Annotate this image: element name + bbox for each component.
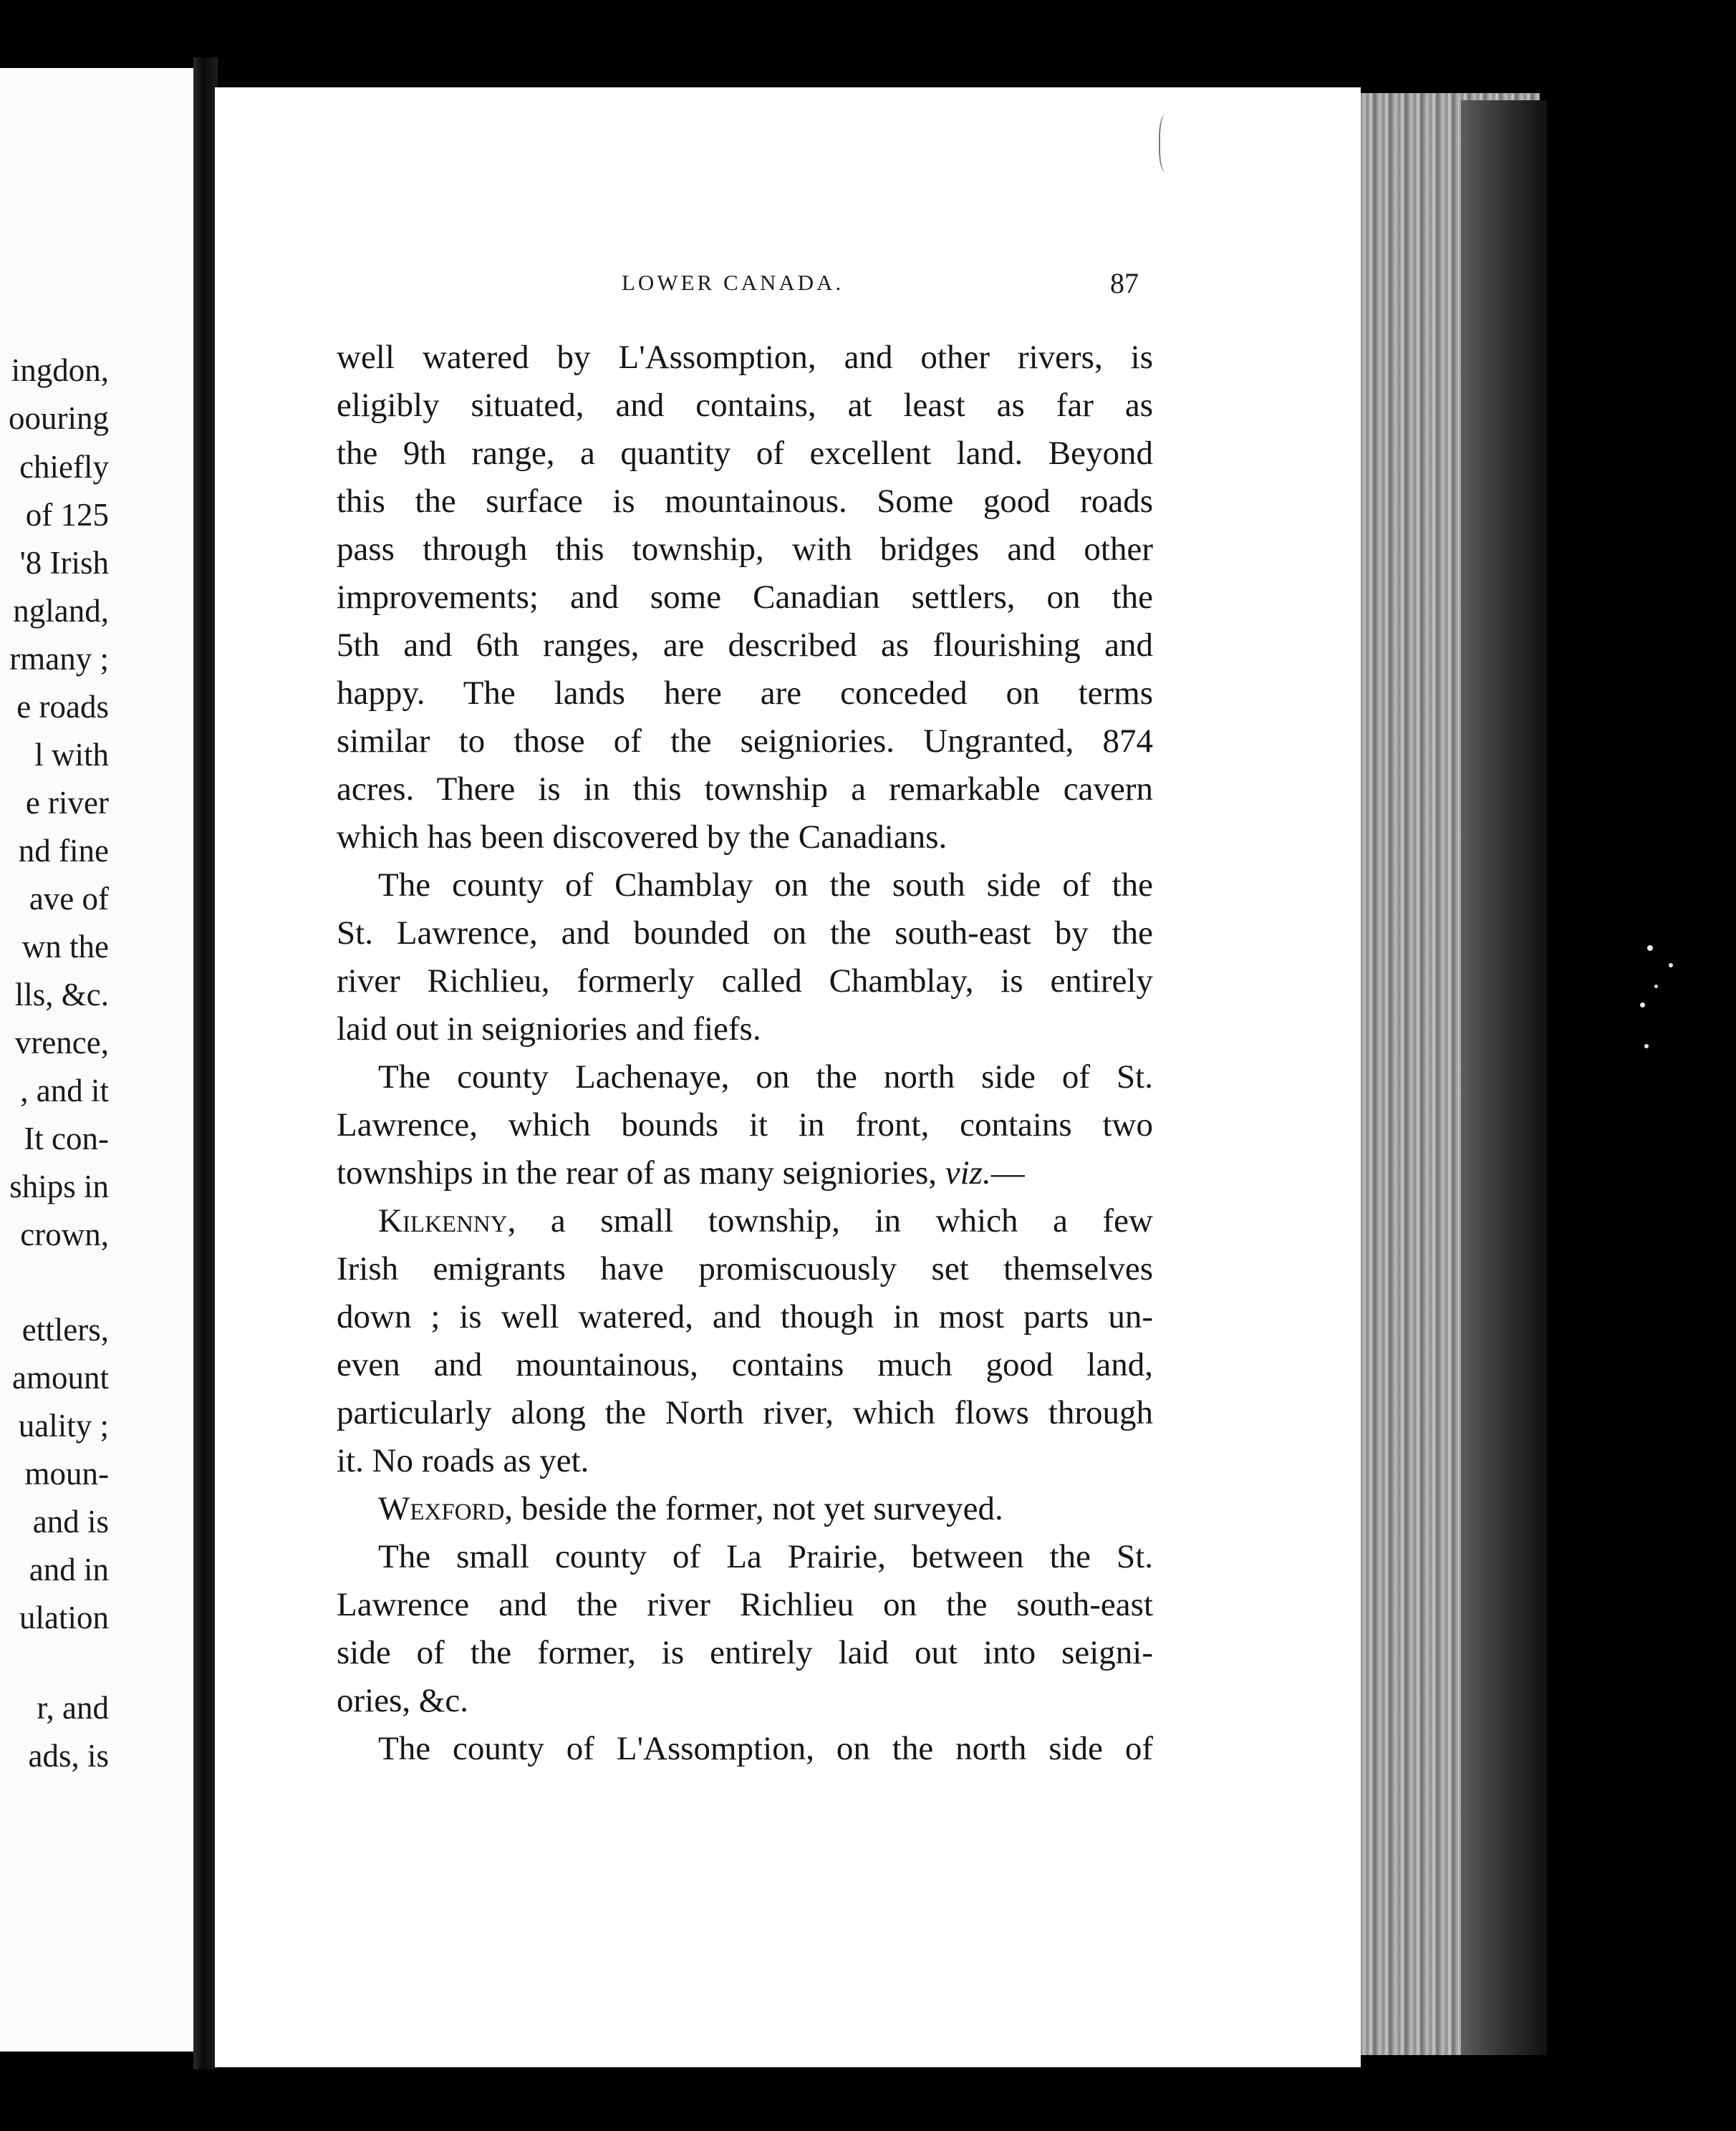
left-line: e river (25, 785, 109, 821)
text-line: pass through this township, with bridges and other (337, 531, 1153, 568)
running-head: LOWER CANADA. (622, 270, 844, 295)
pencil-mark (1159, 115, 1175, 172)
text-line: 5th and 6th ranges, are described as flourishing and (337, 627, 1153, 664)
text-line: particularly along the North river, which flows through (337, 1394, 1153, 1431)
left-line: uality ; (18, 1408, 109, 1444)
book-gutter (193, 57, 218, 2069)
left-line: ettlers, (21, 1312, 109, 1348)
page-number: 87 (1110, 267, 1139, 299)
left-line: wn the (21, 929, 109, 965)
text-line: The county of Chamblay on the south side of the (378, 866, 1153, 904)
em-dash: — (990, 1154, 1025, 1192)
left-line: l with (34, 737, 109, 773)
left-line: and in (29, 1552, 109, 1588)
text-line: happy. The lands here are conceded on terms (337, 675, 1153, 712)
scan-speck (1644, 1044, 1649, 1048)
scan-speck (1647, 945, 1653, 951)
township-name-wexford: Wexford (378, 1490, 505, 1527)
italic-viz: viz. (945, 1154, 991, 1192)
left-line: ingdon, (11, 352, 109, 388)
left-line: '8 Irish (19, 545, 109, 581)
text-line: The small county of La Prairie, between the St. (378, 1538, 1153, 1575)
left-line: rmany ; (9, 641, 109, 677)
text-line: similar to those of the seigniories. Ungranted, 874 (337, 723, 1153, 760)
text-line: side of the former, is entirely laid out into seigni- (337, 1634, 1153, 1671)
text-line: St. Lawrence, and bounded on the south-east by the (337, 914, 1153, 952)
left-page (0, 68, 193, 2052)
text-line (378, 1204, 1153, 1238)
text-segment: , a small township, in which a few (507, 1202, 1153, 1240)
left-line: vrence, (14, 1025, 109, 1060)
left-line: crown, (20, 1217, 109, 1252)
book-cover-edge (1461, 100, 1547, 2055)
text-line: laid out in seigniories and fiefs. (337, 1010, 761, 1048)
text-line: which has been discovered by the Canadians. (337, 818, 947, 856)
text-segment: townships in the rear of as many seigniories, (337, 1154, 945, 1192)
left-line: lls, &c. (14, 977, 109, 1013)
left-line: chiefly (19, 449, 109, 485)
left-line: ships in (9, 1169, 109, 1204)
left-line: ads, is (28, 1738, 109, 1774)
text-line: Lawrence, which bounds it in front, contains two (337, 1106, 1153, 1144)
scan-speck (1654, 985, 1658, 988)
text-line: Irish emigrants have promiscuously set themselves (337, 1250, 1153, 1287)
left-line: , and it (20, 1073, 109, 1108)
text-line: improvements; and some Canadian settlers, on the (337, 579, 1153, 616)
text-line: down ; is well watered, and though in most parts un- (337, 1298, 1153, 1335)
text-line: The county of L'Assomption, on the north side of (378, 1730, 1153, 1767)
text-line (337, 1156, 1153, 1190)
scan-speck (1669, 963, 1673, 967)
township-name-kilkenny: Kilkenny (378, 1202, 508, 1240)
text-line: ories, &c. (337, 1682, 469, 1719)
text-line: well watered by L'Assomption, and other rivers, is (337, 339, 1153, 376)
left-line: ave of (29, 881, 109, 917)
text-line: the 9th range, a quantity of excellent land. Beyond (337, 435, 1153, 472)
text-line (378, 1492, 1153, 1526)
left-line: ngland, (13, 593, 109, 629)
text-line: acres. There is in this township a remarkable cavern (337, 770, 1153, 808)
left-line: r, and (37, 1690, 109, 1726)
left-line: amount (12, 1360, 109, 1396)
left-line: ulation (19, 1600, 109, 1635)
left-line: moun- (24, 1456, 109, 1492)
left-line: of 125 (25, 497, 109, 533)
text-line: this the surface is mountainous. Some good roads (337, 483, 1153, 520)
text-line: river Richlieu, formerly called Chamblay, is entirely (337, 962, 1153, 1000)
scan-speck (1640, 1002, 1645, 1007)
left-line: and is (32, 1504, 109, 1540)
left-line: It con- (24, 1121, 109, 1156)
left-line: oouring (9, 400, 109, 436)
text-line: The county Lachenaye, on the north side of St. (378, 1058, 1153, 1096)
text-segment: , beside the former, not yet surveyed. (504, 1490, 1003, 1527)
text-line: eligibly situated, and contains, at least as far as (337, 387, 1153, 424)
left-line: e roads (16, 689, 109, 725)
text-line: Lawrence and the river Richlieu on the south-east (337, 1586, 1153, 1623)
text-line: even and mountainous, contains much good land, (337, 1346, 1153, 1383)
left-line: nd fine (18, 833, 109, 869)
text-line: it. No roads as yet. (337, 1442, 589, 1479)
